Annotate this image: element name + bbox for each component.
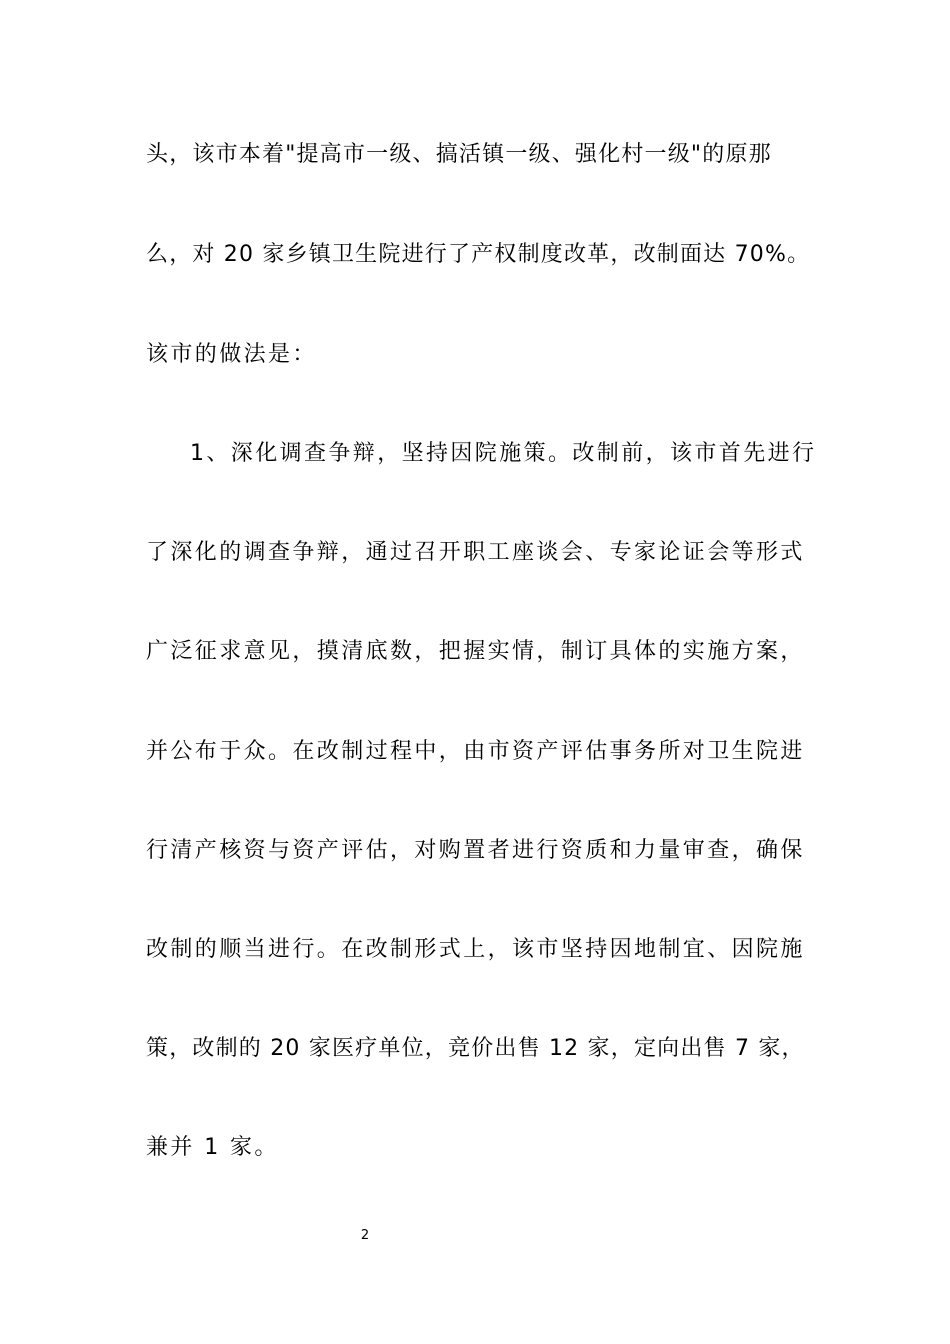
text-line-9: 改制的顺当进行。在改制形式上，该市坚持因地制宜、因院施 bbox=[146, 937, 805, 962]
text-line-2: 么，对 20 家乡镇卫生院进行了产权制度改革，改制面达 70%。 bbox=[146, 242, 811, 267]
text-line-5: 了深化的调查争辩，通过召开职工座谈会、专家论证会等形式 bbox=[146, 540, 805, 565]
text-line-10: 策，改制的 20 家医疗单位，竞价出售 12 家，定向出售 7 家， bbox=[146, 1036, 805, 1061]
text-line-8: 行清产核资与资产评估，对购置者进行资质和力量审查，确保 bbox=[146, 838, 805, 863]
text-line-7: 并公布于众。在改制过程中，由市资产评估事务所对卫生院进 bbox=[146, 739, 805, 764]
page-number: 2 bbox=[360, 1228, 370, 1243]
text-line-6: 广泛征求意见，摸清底数，把握实情，制订具体的实施方案， bbox=[146, 639, 805, 664]
text-line-4: 1、深化调查争辩，坚持因院施策。改制前，该市首先进行 bbox=[190, 441, 817, 466]
text-line-11: 兼并 1 家。 bbox=[146, 1135, 279, 1160]
text-line-1: 头，该市本着"提高市一级、搞活镇一级、强化村一级"的原那 bbox=[146, 142, 772, 167]
text-line-3: 该市的做法是： bbox=[146, 342, 317, 367]
